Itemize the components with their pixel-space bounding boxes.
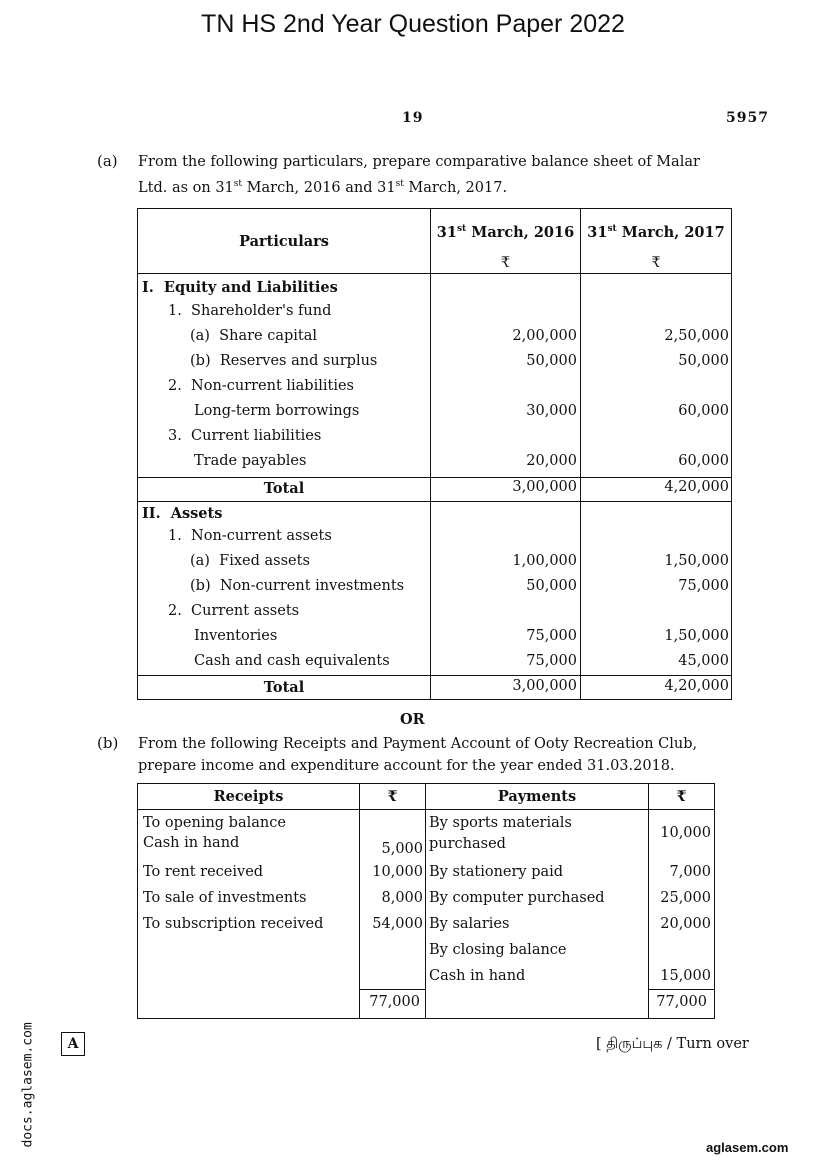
receipt-amount: 8,000: [381, 890, 423, 906]
header-receipts: Receipts: [213, 788, 284, 805]
row-label: Inventories: [194, 628, 278, 644]
value-2017: 75,000: [678, 578, 729, 594]
or-divider: OR: [400, 711, 425, 728]
comparative-balance-sheet-table: [137, 208, 732, 700]
receipts-payments-table: [137, 783, 715, 1019]
total-label: Total: [263, 480, 305, 497]
section-assets: II. Assets: [142, 505, 223, 522]
payment-label: purchased: [429, 836, 506, 852]
row-label: Cash and cash equivalents: [194, 653, 390, 669]
col-header-particulars: Particulars: [239, 233, 329, 250]
value-2016: 30,000: [526, 403, 577, 419]
row-label: (b) Reserves and surplus: [190, 353, 378, 369]
row-label: (a) Share capital: [190, 328, 318, 344]
value-2017: 1,50,000: [664, 628, 729, 644]
value-2017: 60,000: [678, 453, 729, 469]
receipt-label: Cash in hand: [143, 835, 240, 851]
total-2016: 3,00,000: [512, 678, 577, 694]
payment-amount: 7,000: [669, 864, 711, 880]
receipt-label: To subscription received: [143, 916, 324, 932]
total-2017: 4,20,000: [664, 678, 729, 694]
value-2017: 2,50,000: [664, 328, 729, 344]
row-label: 3. Current liabilities: [168, 428, 322, 444]
header-payments: Payments: [497, 788, 577, 805]
row-label: (a) Fixed assets: [190, 553, 310, 569]
row-label: (b) Non-current investments: [190, 578, 405, 594]
currency-2016: ₹: [500, 255, 511, 271]
header-payments-amount: ₹: [676, 788, 687, 805]
receipt-label: To opening balance: [143, 815, 286, 831]
row-label: 1. Shareholder's fund: [168, 303, 332, 319]
total-2016: 3,00,000: [512, 479, 577, 495]
header-receipts-amount: ₹: [387, 788, 398, 805]
row-label: 2. Non-current liabilities: [168, 378, 354, 394]
value-2017: 1,50,000: [664, 553, 729, 569]
section-equity-liabilities: I. Equity and Liabilities: [142, 279, 338, 296]
total-2017: 4,20,000: [664, 479, 729, 495]
page-number: 19: [402, 110, 424, 126]
total-label: Total: [263, 679, 305, 696]
payment-label: By computer purchased: [429, 890, 605, 906]
value-2017: 45,000: [678, 653, 729, 669]
payment-amount: 20,000: [660, 916, 711, 932]
paper-code: 5957: [726, 110, 769, 126]
total-receipts: 77,000: [369, 994, 420, 1010]
payment-amount: 15,000: [660, 968, 711, 984]
col-header-2016: 31st March, 2016: [436, 224, 575, 241]
question-b-line1: From the following Receipts and Payment Account of Ooty Recreation Club,: [138, 736, 698, 752]
question-a-text: [138, 151, 730, 199]
value-2016: 20,000: [526, 453, 577, 469]
payment-amount: 25,000: [660, 890, 711, 906]
row-label: 1. Non-current assets: [168, 528, 332, 544]
value-2016: 75,000: [526, 653, 577, 669]
value-2017: 50,000: [678, 353, 729, 369]
question-a-line1: From the following particulars, prepare comparative balance sheet of Malar: [138, 154, 700, 170]
page-title: TN HS 2nd Year Question Paper 2022: [201, 10, 625, 38]
row-label: Trade payables: [194, 453, 307, 469]
row-label: Long-term borrowings: [194, 403, 360, 419]
value-2016: 75,000: [526, 628, 577, 644]
receipt-label: To sale of investments: [143, 890, 307, 906]
brand-watermark: aglasem.com: [706, 1140, 789, 1155]
question-b-label: (b): [97, 734, 119, 752]
payment-label: By salaries: [429, 916, 510, 932]
payment-label: By sports materials: [429, 815, 572, 831]
receipt-label: To rent received: [143, 864, 264, 880]
row-label: 2. Current assets: [168, 603, 300, 619]
payment-label: Cash in hand: [429, 968, 526, 984]
question-b-text: [138, 733, 730, 777]
col-header-2017: 31st March, 2017: [587, 224, 725, 241]
question-a-line2: Ltd. as on 31st March, 2016 and 31st March, 2017.: [138, 179, 508, 196]
payment-amount: 10,000: [660, 825, 711, 841]
total-payments: 77,000: [656, 994, 707, 1010]
side-watermark-url: docs.aglasem.com: [20, 1022, 36, 1148]
question-a-label: (a): [97, 152, 118, 170]
receipt-amount: 54,000: [372, 916, 423, 932]
value-2016: 50,000: [526, 353, 577, 369]
value-2016: 1,00,000: [512, 553, 577, 569]
value-2016: 50,000: [526, 578, 577, 594]
receipt-amount: 10,000: [372, 864, 423, 880]
question-b-line2: prepare income and expenditure account for the year ended 31.03.2018.: [138, 758, 675, 774]
value-2016: 2,00,000: [512, 328, 577, 344]
payment-label: By stationery paid: [429, 864, 564, 880]
payment-label: By closing balance: [429, 942, 567, 958]
series-box: A: [61, 1032, 85, 1056]
value-2017: 60,000: [678, 403, 729, 419]
turn-over-note: [ திருப்புக / Turn over: [596, 1036, 749, 1052]
receipt-amount: 5,000: [381, 841, 423, 857]
currency-2017: ₹: [651, 255, 661, 271]
